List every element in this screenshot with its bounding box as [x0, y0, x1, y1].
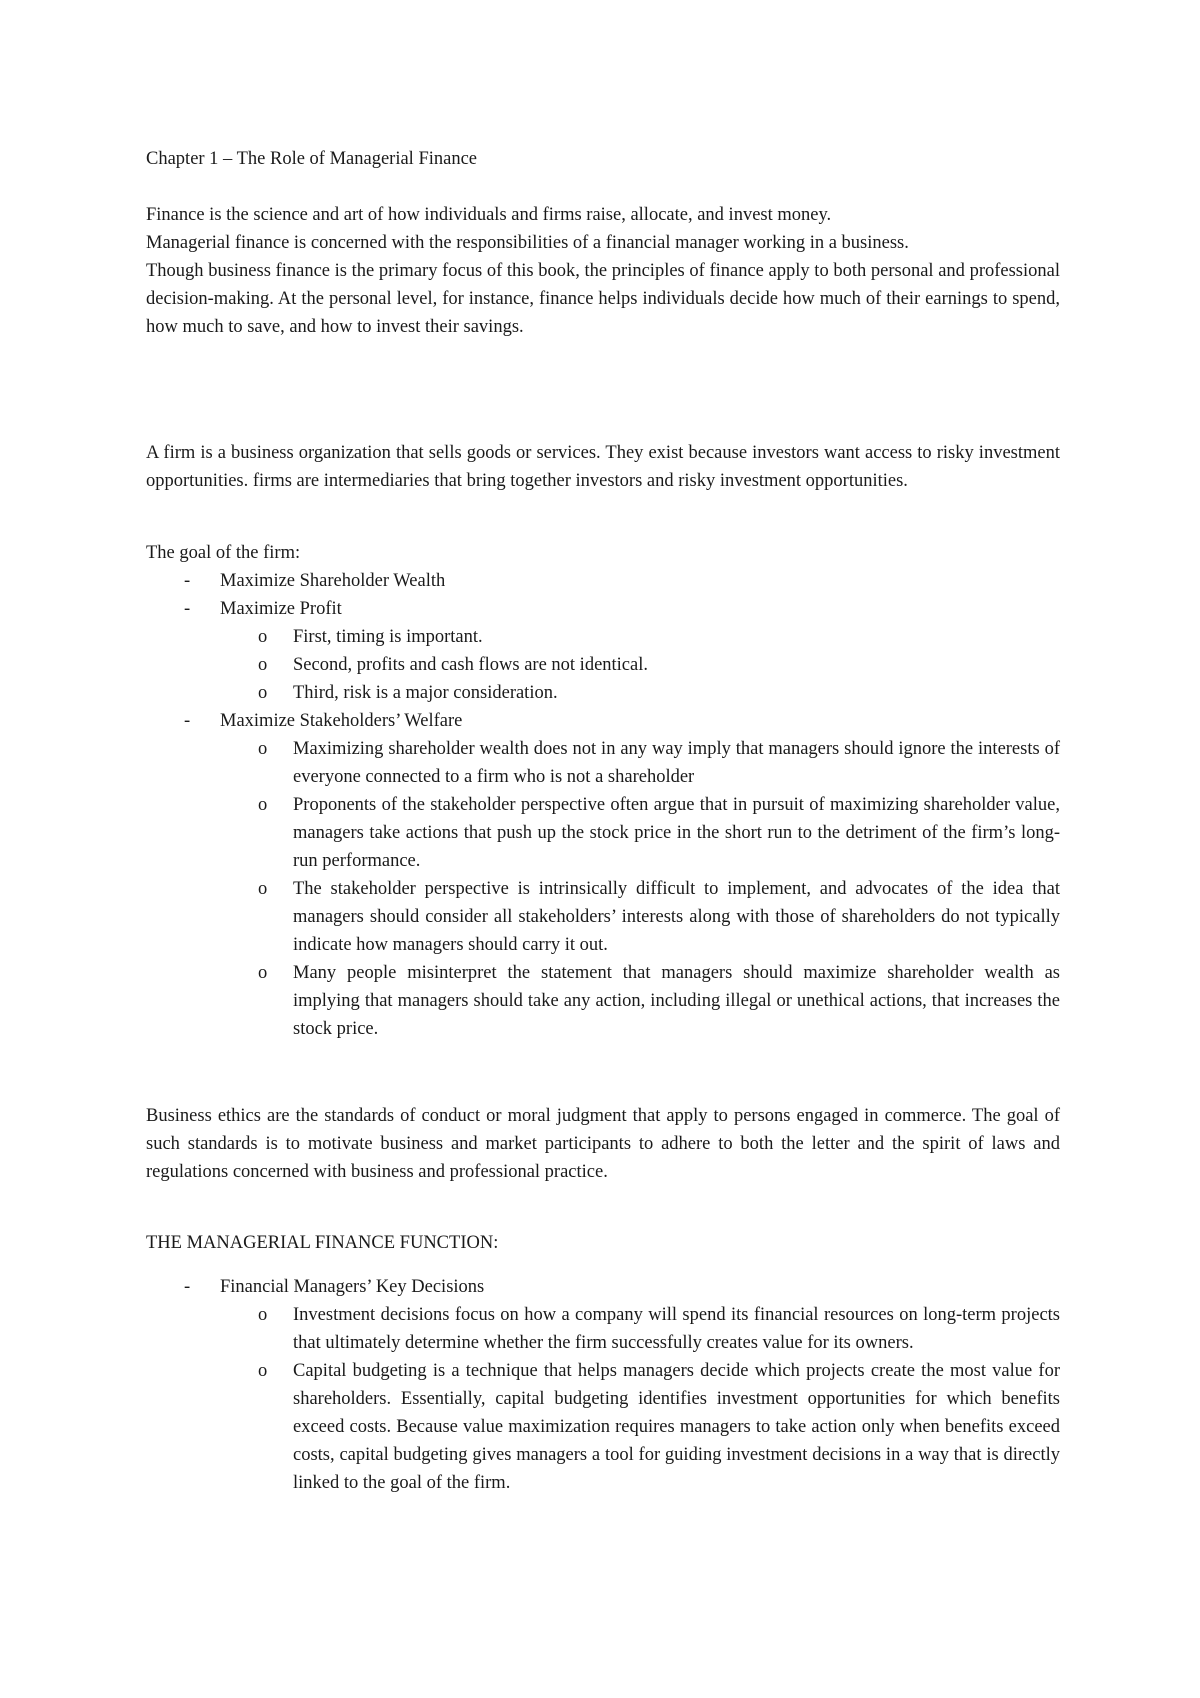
function-list-section — [146, 1273, 1060, 1497]
goal-item-profit — [146, 595, 1060, 707]
list-item: o Second, profits and cash flows are not identical. — [146, 651, 1060, 679]
ethics-paragraph: Business ethics are the standards of conduct or moral judgment that apply to persons engaged in commerce. The goal of such standards is to motivate business and market participants to adhere to both the letter and the spirit of laws and regulations concerned with business and professional practice. — [146, 1106, 1060, 1182]
goal-label: The goal of the firm: — [146, 543, 301, 563]
list-item: o The stakeholder perspective is intrinsically difficult to implement, and advocates of the idea that managers should consider all stakeholders’ interests along with those of shareholders do not typically indicate how managers should carry it out. — [146, 875, 1060, 959]
sub-marker: o — [258, 739, 268, 759]
function-list — [146, 1273, 1060, 1497]
function-section — [146, 1229, 1060, 1257]
list-item: o Investment decisions focus on how a company will spend its financial resources on long-term projects that ultimately determine whether the firm successfully creates value for its owners. — [146, 1301, 1060, 1357]
list-item: o Third, risk is a major consideration. — [146, 679, 1060, 707]
intro-section — [146, 201, 1060, 341]
function-item-label: Financial Managers’ Key Decisions — [220, 1277, 485, 1297]
document-page — [146, 0, 1060, 1698]
dash-marker: - — [184, 571, 191, 591]
goal-item-label: Maximize Stakeholders’ Welfare — [220, 711, 463, 731]
ethics-section — [146, 1102, 1060, 1186]
list-item: o Maximizing shareholder wealth does not in any way imply that managers should ignore the interests of everyone connected to a firm who is not a shareholder — [146, 735, 1060, 791]
sub-marker: o — [258, 655, 268, 675]
goal-item-label: Maximize Shareholder Wealth — [220, 571, 446, 591]
sub-marker: o — [258, 1305, 268, 1325]
sub-marker: o — [258, 627, 268, 647]
sub-marker: o — [258, 963, 268, 983]
sub-marker: o — [258, 1361, 268, 1381]
goal-item-shareholder-wealth — [146, 567, 1060, 595]
firm-section — [146, 439, 1060, 495]
list-item: o Many people misinterpret the statement that managers should maximize shareholder wealth as implying that managers should take any action, including illegal or unethical actions, that increases the stock price. — [146, 959, 1060, 1043]
stakeholder-sublist — [220, 735, 1060, 1043]
sub-marker: o — [258, 795, 268, 815]
intro-paragraph-finance: Finance is the science and art of how individuals and firms raise, allocate, and invest money. — [146, 205, 832, 225]
goal-section — [146, 539, 1060, 1043]
function-item-key-decisions — [146, 1273, 1060, 1497]
goal-list — [146, 567, 1060, 1043]
firm-paragraph: A firm is a business organization that sells goods or services. They exist because investors want access to risky investment opportunities. firms are intermediaries that bring together investors and risky investment opportunities. — [146, 443, 1060, 491]
intro-paragraph-managerial: Managerial finance is concerned with the responsibilities of a financial manager working in a business. — [146, 233, 909, 253]
key-decisions-sublist — [220, 1301, 1060, 1497]
dash-marker: - — [184, 599, 191, 619]
list-item: o First, timing is important. — [146, 623, 1060, 651]
intro-paragraph-business: Though business finance is the primary focus of this book, the principles of finance apply to both personal and professional decision-making. At the personal level, for instance, finance helps individuals decide how much of their earnings to spend, how much to save, and how to invest their savings. — [146, 261, 1060, 337]
dash-marker: - — [184, 1277, 191, 1297]
function-heading: THE MANAGERIAL FINANCE FUNCTION: — [146, 1233, 499, 1253]
profit-sublist — [220, 623, 1060, 707]
sub-marker: o — [258, 879, 268, 899]
dash-marker: - — [184, 711, 191, 731]
list-item: o Capital budgeting is a technique that helps managers decide which projects create the most value for shareholders. Essentially, capital budgeting identifies investment opportunities for which benefits exceed costs. Because value maximization requires managers to take action only when benefits exceed costs, capital budgeting gives managers a tool for guiding investment decisions in a way that is directly linked to the goal of the firm. — [146, 1357, 1060, 1497]
list-item: o Proponents of the stakeholder perspective often argue that in pursuit of maximizing shareholder value, managers take actions that push up the stock price in the short run to the detriment of the firm’s long-run performance. — [146, 791, 1060, 875]
sub-marker: o — [258, 683, 268, 703]
chapter-title: Chapter 1 – The Role of Managerial Finance — [146, 149, 478, 169]
goal-item-label: Maximize Profit — [220, 599, 342, 619]
goal-item-stakeholders — [146, 707, 1060, 1043]
